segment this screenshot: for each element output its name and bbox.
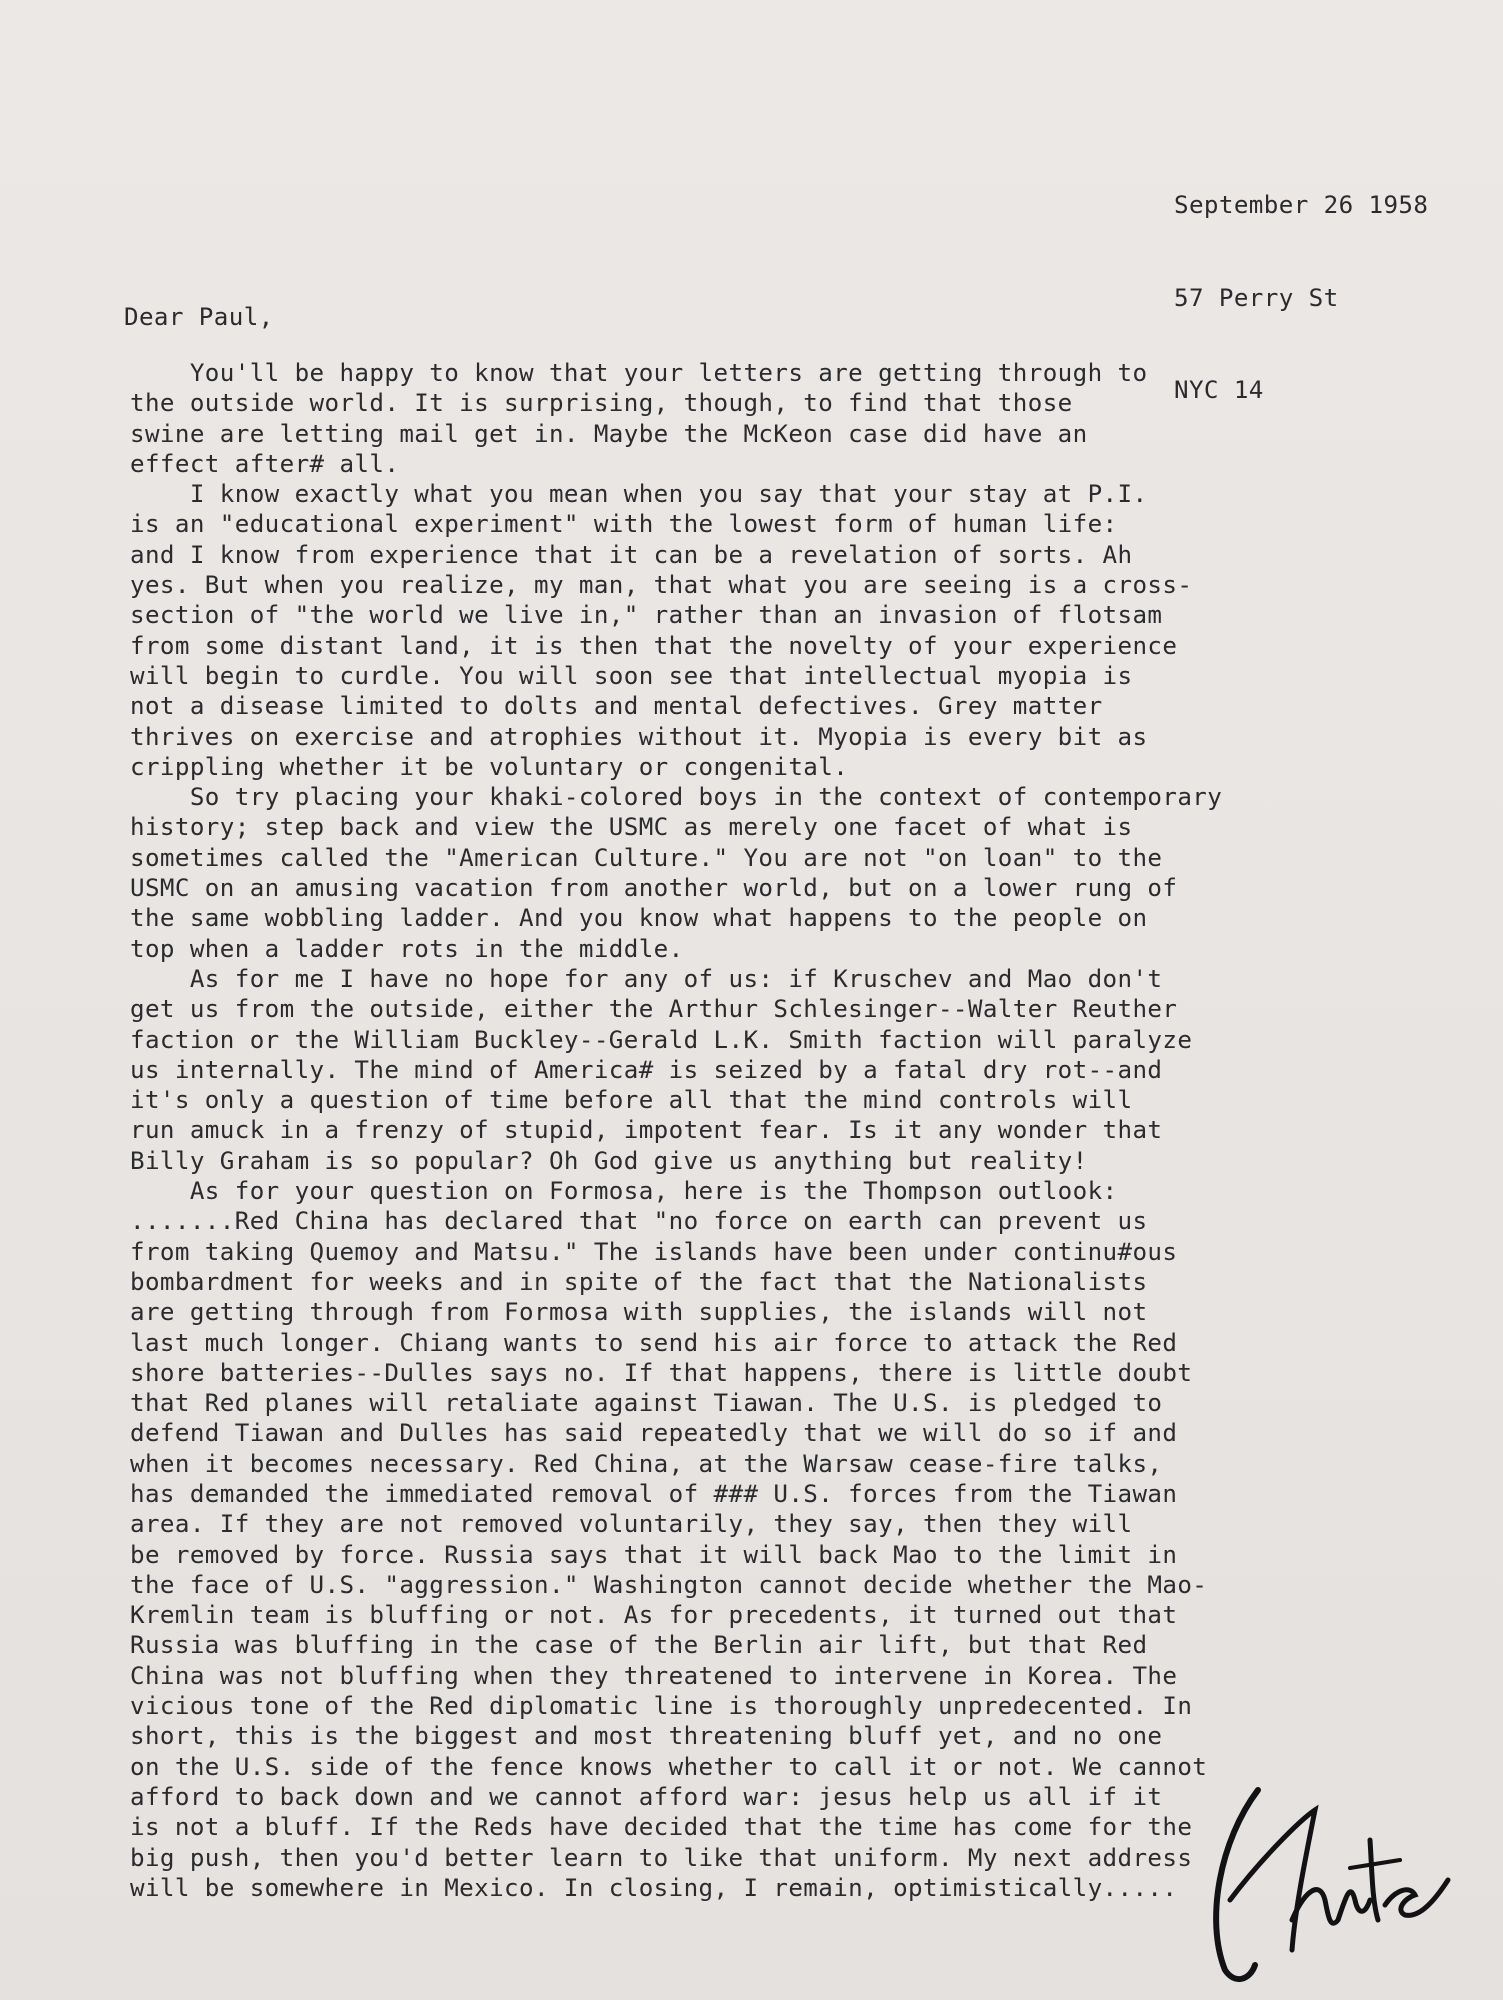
letter-line: when it becomes necessary. Red China, at the Warsaw cease-fire talks,: [130, 1449, 1163, 1478]
letter-line: USMC on an amusing vacation from another world, but on a lower rung of: [130, 874, 1178, 903]
letter-line: Russia was bluffing in the case of the Berlin air lift, but that Red: [130, 1631, 1148, 1660]
city-line: NYC 14: [1174, 376, 1264, 405]
letter-line: history; step back and view the USMC as merely one facet of what is: [130, 813, 1133, 842]
letter-line: vicious tone of the Red diplomatic line is thoroughly unpredecented. In: [130, 1692, 1193, 1721]
letter-line: and I know from experience that it can be a revelation of sorts. Ah: [130, 540, 1133, 569]
letter-line: is not a bluff. If the Reds have decided that the time has come for the: [130, 1813, 1193, 1842]
letter-line: not a disease limited to dolts and mental defectives. Grey matter: [130, 692, 1103, 721]
letter-line: top when a ladder rots in the middle.: [130, 934, 684, 963]
letter-line: I know exactly what you mean when you say that your stay at P.I.: [130, 480, 1148, 509]
letter-line: afford to back down and we cannot afford war: jesus help us all if it: [130, 1782, 1163, 1811]
letter-line: the face of U.S. "aggression." Washington cannot decide whether the Mao-: [130, 1570, 1208, 1599]
letter-line: it's only a question of time before all that the mind controls will: [130, 1086, 1133, 1115]
salutation: Dear Paul,: [124, 303, 274, 331]
letter-line: bombardment for weeks and in spite of the fact that the Nationalists: [130, 1267, 1148, 1296]
letter-line: last much longer. Chiang wants to send his air force to attack the Red: [130, 1328, 1178, 1357]
letter-line: from taking Quemoy and Matsu." The islands have been under continu#ous: [130, 1237, 1178, 1266]
street-address: 57 Perry St: [1174, 283, 1339, 312]
letter-line: will begin to curdle. You will soon see that intellectual myopia is: [130, 661, 1133, 690]
letter-line: Billy Graham is so popular? Oh God give us anything but reality!: [130, 1146, 1088, 1175]
letter-line: defend Tiawan and Dulles has said repeatedly that we will do so if and: [130, 1419, 1178, 1448]
letter-line: crippling whether it be voluntary or congenital.: [130, 752, 849, 781]
letter-line: As for your question on Formosa, here is the Thompson outlook:: [130, 1177, 1118, 1206]
letter-line: section of "the world we live in," rather than an invasion of flotsam: [130, 601, 1163, 630]
letter-line: swine are letting mail get in. Maybe the McKeon case did have an: [130, 419, 1088, 448]
letter-line: thrives on exercise and atrophies without it. Myopia is every bit as: [130, 722, 1148, 751]
letter-line: us internally. The mind of America# is seized by a fatal dry rot--and: [130, 1055, 1163, 1084]
letter-line: As for me I have no hope for any of us: if Kruschev and Mao don't: [130, 964, 1163, 993]
letter-line: China was not bluffing when they threatened to intervene in Korea. The: [130, 1661, 1178, 1690]
letter-line: run amuck in a frenzy of stupid, impotent fear. Is it any wonder that: [130, 1116, 1163, 1145]
letter-line: get us from the outside, either the Arthur Schlesinger--Walter Reuther: [130, 995, 1178, 1024]
letter-line: short, this is the biggest and most threatening bluff yet, and no one: [130, 1722, 1163, 1751]
letter-line: big push, then you'd better learn to like that uniform. My next address: [130, 1843, 1193, 1872]
letter-date: September 26 1958: [1174, 190, 1429, 219]
letter-line: are getting through from Formosa with supplies, the islands will not: [130, 1298, 1148, 1327]
letter-line: that Red planes will retaliate against Tiawan. The U.S. is pledged to: [130, 1389, 1163, 1418]
letter-line: the same wobbling ladder. And you know what happens to the people on: [130, 904, 1148, 933]
letter-line: area. If they are not removed voluntarily, they say, then they will: [130, 1510, 1133, 1539]
letter-line: .......Red China has declared that "no force on earth can prevent us: [130, 1207, 1148, 1236]
letter-line: You'll be happy to know that your letters are getting through to: [130, 359, 1148, 387]
letter-line: sometimes called the "American Culture." You are not "on loan" to the: [130, 843, 1163, 872]
handwritten-signature: [1200, 1780, 1460, 1990]
letter-line: yes. But when you realize, my man, that what you are seeing is a cross-: [130, 571, 1193, 600]
letter-line: shore batteries--Dulles says no. If that happens, there is little doubt: [130, 1358, 1193, 1387]
letter-line: be removed by force. Russia says that it will back Mao to the limit in: [130, 1540, 1178, 1569]
letter-line: will be somewhere in Mexico. In closing, I remain, optimistically.....: [130, 1873, 1178, 1902]
letter-body: [130, 358, 1470, 1903]
letter-line: has demanded the immediated removal of ### U.S. forces from the Tiawan: [130, 1479, 1178, 1508]
letter-line: Kremlin team is bluffing or not. As for precedents, it turned out that: [130, 1601, 1178, 1630]
letter-line: faction or the William Buckley--Gerald L.K. Smith faction will paralyze: [130, 1025, 1193, 1054]
letter-line: from some distant land, it is then that the novelty of your experience: [130, 631, 1178, 660]
letter-line: So try placing your khaki-colored boys in the context of contemporary: [130, 783, 1223, 812]
letter-line: effect after# all.: [130, 449, 400, 478]
letter-line: on the U.S. side of the fence knows whether to call it or not. We cannot: [130, 1752, 1208, 1781]
letter-line: is an "educational experiment" with the lowest form of human life:: [130, 510, 1118, 539]
letter-line: the outside world. It is surprising, though, to find that those: [130, 389, 1073, 418]
